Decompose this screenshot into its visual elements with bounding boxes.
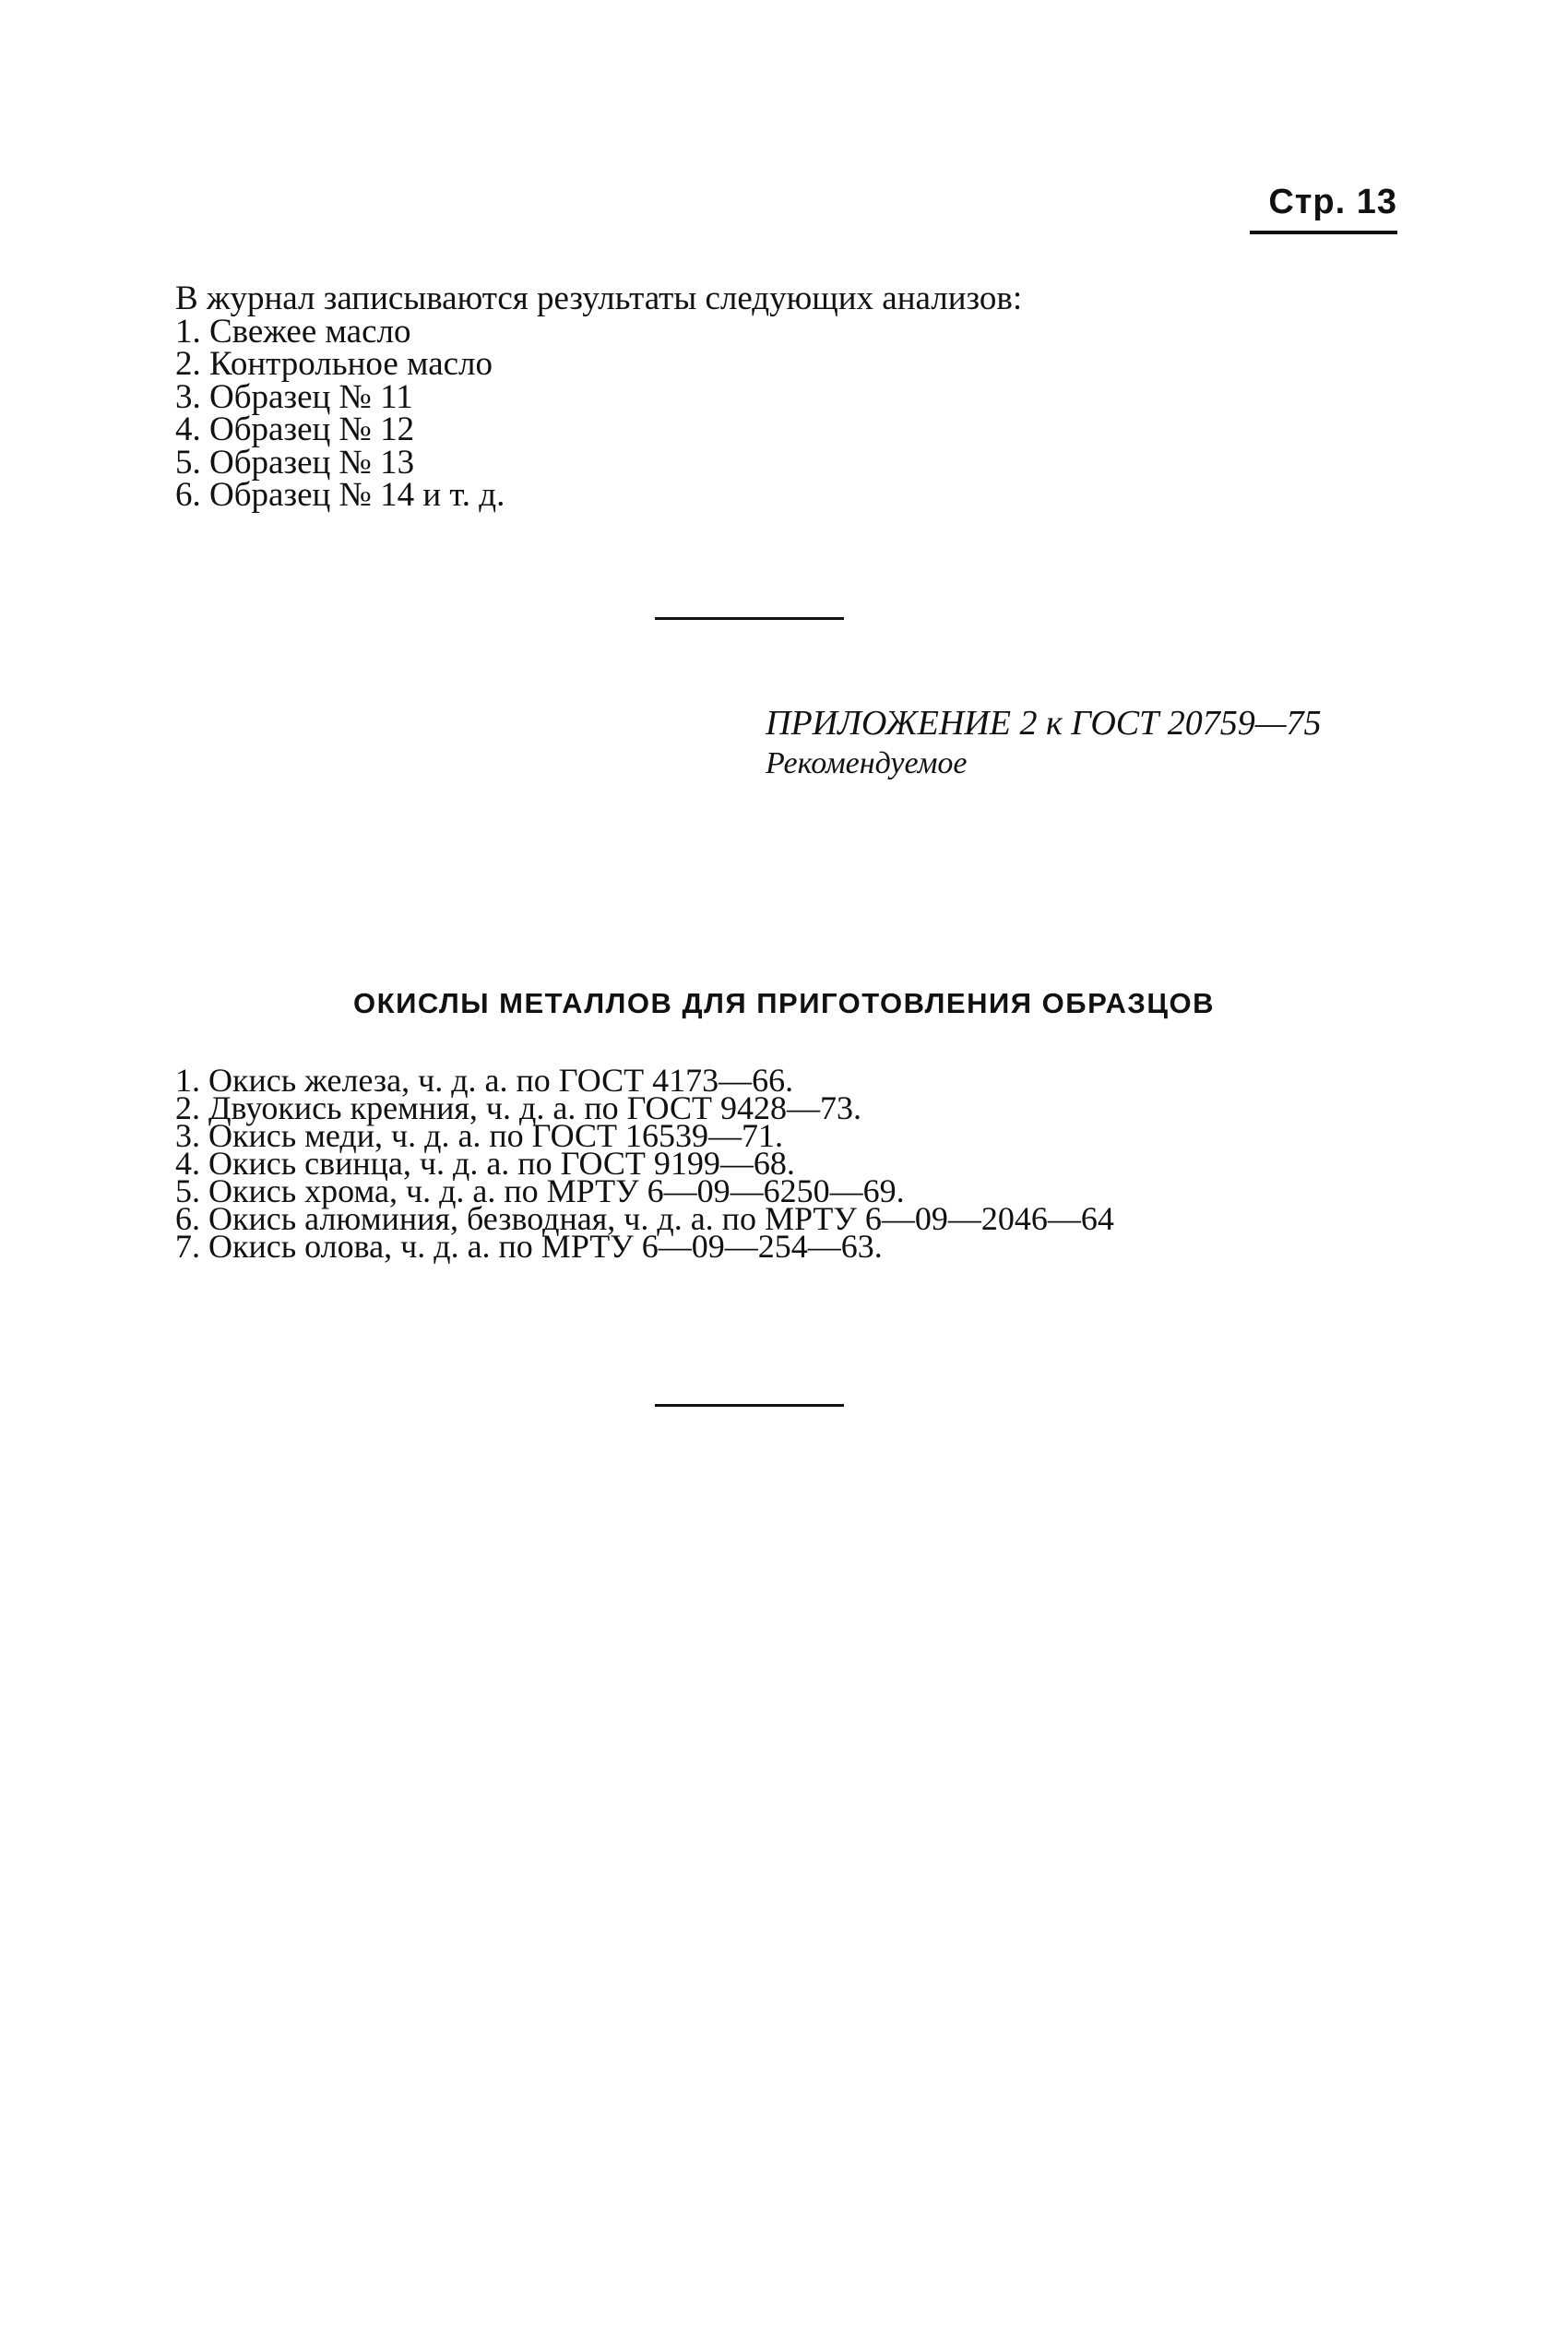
section-divider: [655, 617, 844, 620]
list-item: 6. Окись алюминия, безводная, ч. д. а. по МРТУ 6—09—2046—64: [175, 1200, 1114, 1237]
list-item: 5. Образец № 13: [175, 443, 415, 482]
list-item: 3. Образец № 11: [175, 377, 413, 416]
list-item: 1. Свежее масло: [175, 312, 411, 351]
list-item: 5. Окись хрома, ч. д. а. по МРТУ 6—09—6250—69.: [175, 1172, 905, 1209]
list-item: 4. Окись свинца, ч. д. а. по ГОСТ 9199—68.: [175, 1145, 795, 1182]
journal-intro: В журнал записываются результаты следующих анализов:: [175, 280, 1023, 317]
appendix-title: ПРИЛОЖЕНИЕ 2 к ГОСТ 20759—75: [766, 704, 1322, 743]
list-item: 3. Окись меди, ч. д. а. по ГОСТ 16539—71.: [175, 1117, 784, 1154]
list-item: 2. Двуокись кремния, ч. д. а. по ГОСТ 9428—73.: [175, 1089, 861, 1126]
appendix-subtitle: Рекомендуемое: [766, 746, 968, 780]
journal-list: [175, 282, 1374, 512]
section-title: ОКИСЛЫ МЕТАЛЛОВ ДЛЯ ПРИГОТОВЛЕНИЯ ОБРАЗЦОВ: [353, 987, 1215, 1019]
oxides-list: [175, 1062, 1420, 1265]
list-item: 6. Образец № 14 и т. д.: [175, 476, 505, 514]
section-divider: [655, 1404, 844, 1407]
page-number-underline: [1250, 231, 1397, 234]
list-item: 1. Окись железа, ч. д. а. по ГОСТ 4173—66.: [175, 1062, 794, 1099]
list-item: 4. Образец № 12: [175, 410, 415, 448]
appendix-heading: [766, 703, 1411, 784]
page-number: Стр. 13: [1268, 183, 1397, 221]
list-item: 2. Контрольное масло: [175, 345, 493, 383]
list-item: 7. Окись олова, ч. д. а. по МРТУ 6—09—254—63.: [175, 1228, 883, 1265]
